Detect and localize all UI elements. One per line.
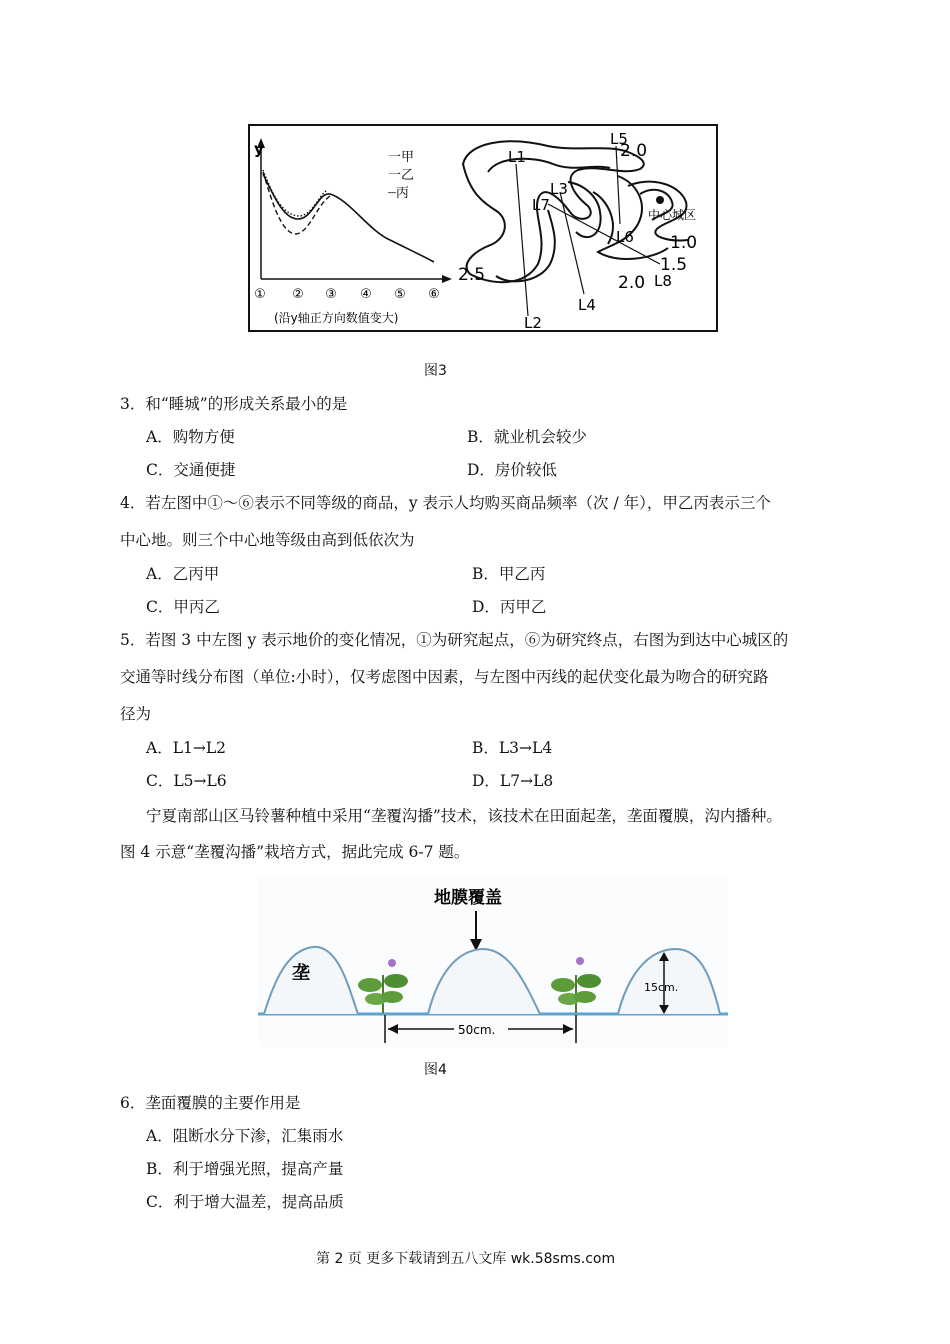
q3-option-b: B．就业机会较少: [467, 428, 587, 446]
label-l5: L5: [610, 130, 628, 148]
q5-stem-line1: 5．若图 3 中左图 y 表示地价的变化情况，①为研究起点，⑥为研究终点，右图为到达中心城区的: [120, 631, 789, 649]
page-footer: 第 2 页 更多下载请到五八文库 wk.58sms.com: [316, 1251, 616, 1267]
ridge-label: 垄: [292, 963, 310, 984]
q3-option-a: A．购物方便: [146, 428, 235, 446]
tick-1: ①: [254, 287, 266, 302]
q4-option-b: B．甲乙丙: [472, 565, 546, 583]
legend-yi: 一乙: [388, 168, 415, 183]
q5-option-c: C．L5→L6: [146, 772, 227, 790]
q3-option-d: D．房价较低: [467, 461, 557, 479]
tick-5: ⑤: [394, 287, 406, 302]
y-axis-label: y: [254, 140, 264, 158]
q4-option-d: D．丙甲乙: [472, 598, 547, 616]
q6-stem: 6．垄面覆膜的主要作用是: [120, 1094, 301, 1112]
label-l1: L1: [508, 148, 526, 166]
label-l2: L2: [524, 314, 542, 332]
tick-2: ②: [292, 287, 304, 302]
legend-jia: 一甲: [388, 150, 415, 165]
q5-option-d: D．L7→L8: [472, 772, 554, 790]
q5-stem-line3: 径为: [120, 705, 152, 723]
intro-line1: 宁夏南部山区马铃薯种植中采用“垄覆沟播”技术，该技术在田面起垄，垄面覆膜，沟内播种。: [146, 807, 782, 825]
q4-stem-line1: 4．若左图中①～⑥表示不同等级的商品，y 表示人均购买商品频率（次 / 年），甲乙丙表示三个: [120, 494, 771, 512]
label-l4: L4: [578, 296, 596, 314]
value-1-0: 1.0: [670, 233, 698, 253]
q5-stem-line2: 交通等时线分布图（单位:小时），仅考虑图中因素，与左图中丙线的起伏变化最为吻合的研究路: [120, 668, 769, 686]
q5-option-a: A．L1→L2: [146, 739, 226, 757]
width-label: 50cm.: [458, 1023, 496, 1037]
q3-option-c: C．交通便捷: [146, 461, 236, 479]
figure-4-caption: 图4: [424, 1062, 447, 1078]
q5-option-b: B．L3→L4: [472, 739, 553, 757]
label-l8: L8: [654, 272, 672, 290]
x-axis-note: (沿y轴正方向数值变大): [274, 311, 399, 325]
city-center-dot: [656, 196, 664, 204]
figure-3-caption: 图3: [424, 363, 447, 379]
value-2-0-bottom: 2.0: [618, 273, 646, 293]
intro-line2: 图 4 示意“垄覆沟播”栽培方式，据此完成 6-7 题。: [120, 843, 470, 861]
q6-option-c: C．利于增大温差，提高品质: [146, 1193, 344, 1211]
q3-stem: 3．和“睡城”的形成关系最小的是: [120, 395, 348, 413]
label-l3: L3: [550, 180, 568, 198]
q6-option-a: A．阻断水分下渗，汇集雨水: [146, 1127, 344, 1145]
tick-4: ④: [360, 287, 372, 302]
tick-6: ⑥: [428, 287, 440, 302]
value-1-5: 1.5: [660, 255, 688, 275]
label-l6: L6: [616, 228, 634, 246]
film-cover-label: 地膜覆盖: [434, 888, 502, 908]
q4-option-a: A．乙丙甲: [146, 565, 220, 583]
figure-4: [258, 875, 728, 1047]
height-label: 15cm.: [644, 981, 679, 994]
value-2-0-top: 2.0: [620, 141, 648, 161]
legend-bing: ┈丙: [388, 186, 409, 201]
q6-option-b: B．利于增强光照，提高产量: [146, 1160, 344, 1178]
value-2-5: 2.5: [458, 265, 486, 285]
figure-3: [248, 124, 718, 332]
q4-option-c: C．甲丙乙: [146, 598, 220, 616]
q4-stem-line2: 中心地。则三个中心地等级由高到低依次为: [120, 531, 415, 549]
tick-3: ③: [325, 287, 337, 302]
label-l7: L7: [532, 196, 550, 214]
city-label: 中心城区: [648, 208, 697, 222]
